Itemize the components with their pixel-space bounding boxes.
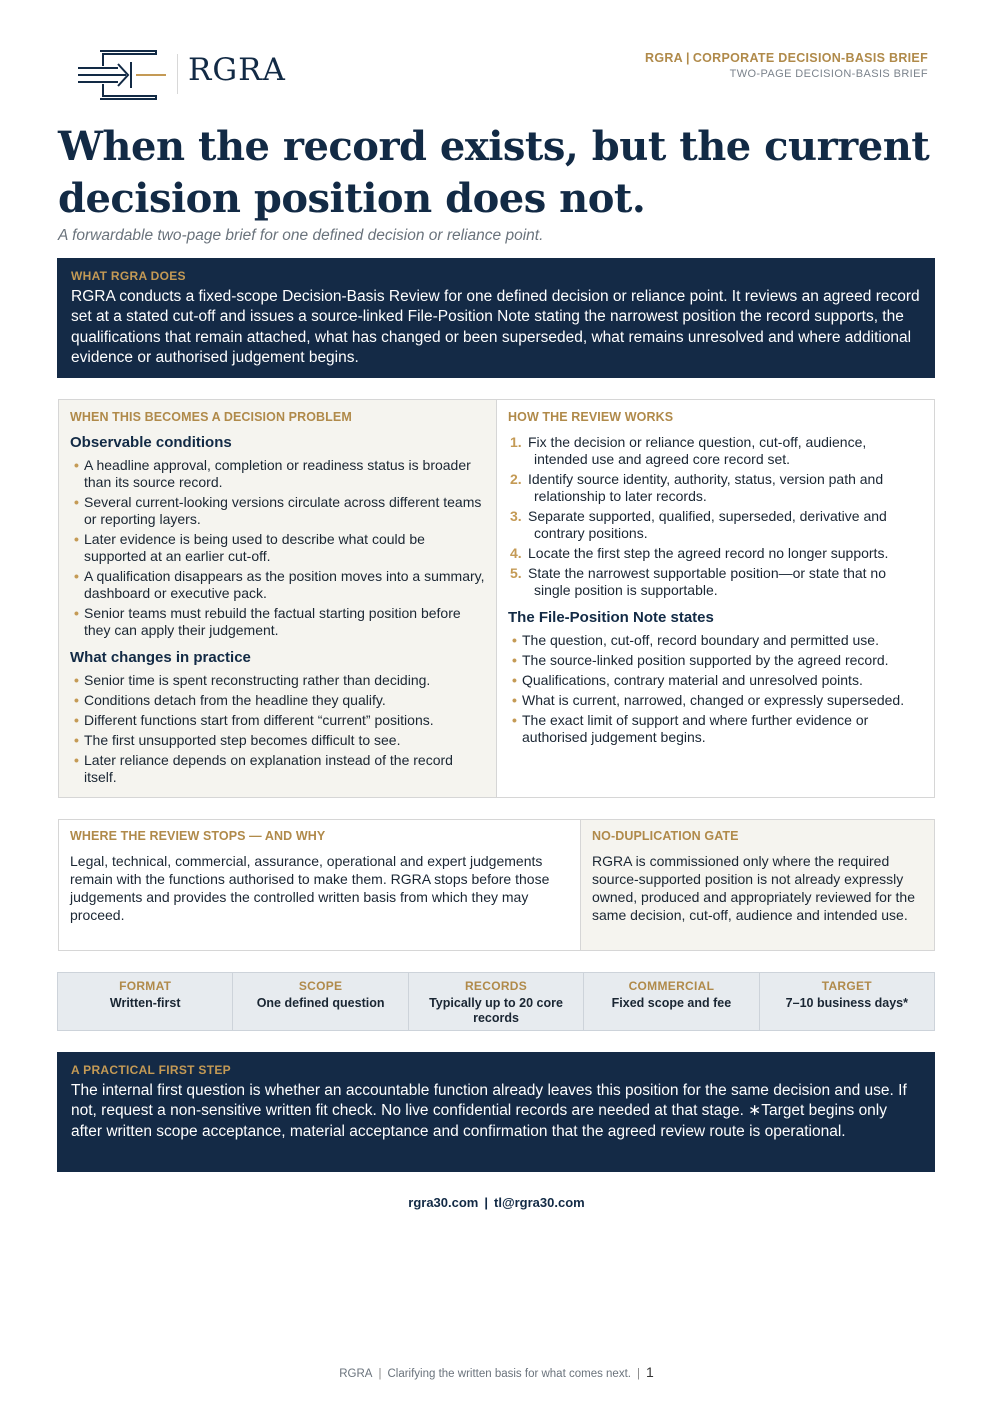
step-number: 1. (510, 434, 522, 450)
list-item: • The exact limit of support and where further evidence or authorised judgement begins. (512, 712, 869, 745)
list-item: • What is current, narrowed, changed or expressly superseded. (512, 692, 905, 708)
header-brand-separator: | (686, 51, 690, 65)
file-position-note-heading: The File-Position Note states (508, 609, 714, 626)
contact-separator: | (484, 1195, 488, 1210)
list-item: • Senior time is spent reconstructing rather than deciding. (74, 672, 431, 688)
review-works-label: HOW THE REVIEW WORKS (508, 410, 674, 424)
list-item: • Several current-looking versions circulate across different teams or reporting layers. (74, 494, 482, 527)
list-item: • The source-linked position supported by the agreed record. (512, 652, 889, 668)
review-stops-section (59, 820, 581, 950)
what-rgra-does-panel (57, 258, 935, 378)
contact-line (0, 1195, 993, 1210)
what-changes-list (70, 672, 485, 786)
page-subtitle: A forwardable two-page brief for one defined decision or reliance point. (58, 227, 544, 244)
page-title: When the record exists, but the current decision position does not. (58, 123, 930, 222)
rgra-logo-icon (78, 50, 168, 100)
list-item: • Different functions start from different “current” positions. (74, 712, 434, 728)
step-number: 2. (510, 471, 522, 487)
step-number: 5. (510, 565, 522, 581)
no-duplication-gate-label: NO-DUPLICATION GATE (592, 829, 739, 843)
review-stops-body: Legal, technical, commercial, assurance, operational and expert judgements remain with the functions authorised to make them. RGRA stops before those judgements and provides the controlled written basis from which they may proceed. (70, 853, 550, 923)
bullet-dot-icon: • (512, 652, 517, 668)
list-item: • The first unsupported step becomes difficult to see. (74, 732, 401, 748)
page-number: 1 (645, 1364, 654, 1380)
review-limits-panel (58, 819, 935, 951)
review-stops-label: WHERE THE REVIEW STOPS — AND WHY (70, 829, 326, 843)
key-facts-strip (57, 972, 935, 1031)
page-footer (0, 1364, 993, 1380)
bullet-dot-icon: • (74, 752, 79, 768)
bullet-dot-icon: • (512, 692, 517, 708)
logo-divider (177, 54, 178, 94)
review-step: 4. Locate the first step the agreed record no longer supports. (510, 545, 889, 561)
what-changes-heading: What changes in practice (70, 649, 251, 666)
fact-value: Typically up to 20 core records (429, 996, 563, 1025)
review-steps-list (508, 434, 923, 599)
step-number: 4. (510, 545, 522, 561)
decision-problem-column (59, 400, 497, 797)
list-item: • The question, cut-off, record boundary and permitted use. (512, 632, 879, 648)
observable-conditions-list (70, 457, 485, 639)
bullet-dot-icon: • (74, 692, 79, 708)
email-link[interactable]: tl@rgra30.com (494, 1195, 585, 1210)
fact-key: SCOPE (298, 979, 343, 993)
review-step: 3. Separate supported, qualified, superseded, derivative and contrary positions. (510, 508, 887, 541)
fact-value: Fixed scope and fee (611, 996, 732, 1010)
list-item: • Later reliance depends on explanation instead of the record itself. (74, 752, 453, 785)
bullet-dot-icon: • (512, 632, 517, 648)
website-link[interactable]: rgra30.com (408, 1195, 479, 1210)
review-step: 1. Fix the decision or reliance question, cut-off, audience, intended use and agreed core record set. (510, 434, 867, 467)
bullet-dot-icon: • (74, 531, 79, 547)
fact-commercial (584, 973, 759, 1030)
bullet-dot-icon: • (512, 712, 517, 728)
fact-key: RECORDS (464, 979, 528, 993)
bullet-dot-icon: • (74, 712, 79, 728)
fact-key: COMMERCIAL (628, 979, 715, 993)
observable-conditions-heading: Observable conditions (70, 434, 232, 451)
list-item: • Senior teams must rebuild the factual starting position before they can apply their judgement. (74, 605, 461, 638)
list-item: • A qualification disappears as the position moves into a summary, dashboard or executive pack. (74, 568, 485, 601)
practical-first-step-panel (57, 1052, 935, 1172)
header-brand-line (645, 51, 928, 65)
bullet-dot-icon: • (74, 457, 79, 473)
review-step: 2. Identify source identity, authority, status, version path and relationship to later records. (510, 471, 884, 504)
page-header (0, 0, 993, 110)
logo-wordmark: RGRA (188, 52, 286, 88)
fact-value: 7–10 business days* (785, 996, 908, 1010)
list-item: • Qualifications, contrary material and unresolved points. (512, 672, 863, 688)
review-works-column (497, 400, 934, 797)
practical-first-step-body: The internal first question is whether an accountable function already leaves this position for the same decision and use. If not, request a non-sensitive written fit check. No live confidential records are needed at that stage. ∗Target begins only after written scope acceptance, material acceptance and confirmation that the agreed review route is operational. (71, 1082, 907, 1140)
header-brand-name: RGRA (645, 51, 684, 65)
fact-key: FORMAT (119, 979, 172, 993)
bullet-dot-icon: • (74, 494, 79, 510)
fact-records (409, 973, 584, 1030)
bullet-dot-icon: • (512, 672, 517, 688)
fact-key: TARGET (821, 979, 872, 993)
list-item: • Conditions detach from the headline they qualify. (74, 692, 386, 708)
header-brand-block (645, 51, 928, 80)
fact-target (760, 973, 934, 1030)
no-duplication-gate-body: RGRA is commissioned only where the required source-supported position is not already expressly owned, produced and appropriately reviewed for the same decision, cut-off, audience and intended use. (592, 853, 915, 923)
list-item: • A headline approval, completion or readiness status is broader than its source record. (74, 457, 471, 490)
practical-first-step-label: A PRACTICAL FIRST STEP (71, 1063, 231, 1077)
fact-value: One defined question (256, 996, 385, 1010)
footer-separator: | (636, 1368, 640, 1380)
fact-scope (233, 973, 408, 1030)
two-column-panel (58, 399, 935, 798)
header-sub-line: TWO-PAGE DECISION-BASIS BRIEF (729, 68, 928, 80)
list-item: • Later evidence is being used to describe what could be supported at an earlier cut-off. (74, 531, 425, 564)
no-duplication-gate-section (581, 820, 934, 950)
bullet-dot-icon: • (74, 568, 79, 584)
footer-brand: RGRA (339, 1368, 373, 1380)
file-position-note-list (508, 632, 923, 746)
review-step: 5. State the narrowest supportable position—or state that no single position is supportable. (510, 565, 886, 598)
fact-format (58, 973, 233, 1030)
footer-tagline: Clarifying the written basis for what comes next. (387, 1368, 631, 1380)
bullet-dot-icon: • (74, 672, 79, 688)
bullet-dot-icon: • (74, 605, 79, 621)
step-number: 3. (510, 508, 522, 524)
header-brand-doc-type: CORPORATE DECISION-BASIS BRIEF (692, 51, 928, 65)
bullet-dot-icon: • (74, 732, 79, 748)
what-rgra-does-body: RGRA conducts a fixed-scope Decision-Basis Review for one defined decision or reliance point. It reviews an agreed record set at a stated cut-off and issues a source-linked File-Position Note stating the narrowest position the record supports, the qualifications that remain attached, what has changed or been superseded, what remains unresolved and where additional evidence or authorised judgement begins. (71, 288, 920, 366)
footer-separator: | (378, 1368, 382, 1380)
fact-value: Written-first (109, 996, 181, 1010)
what-rgra-does-label: WHAT RGRA DOES (71, 269, 186, 283)
decision-problem-label: WHEN THIS BECOMES A DECISION PROBLEM (70, 410, 352, 424)
